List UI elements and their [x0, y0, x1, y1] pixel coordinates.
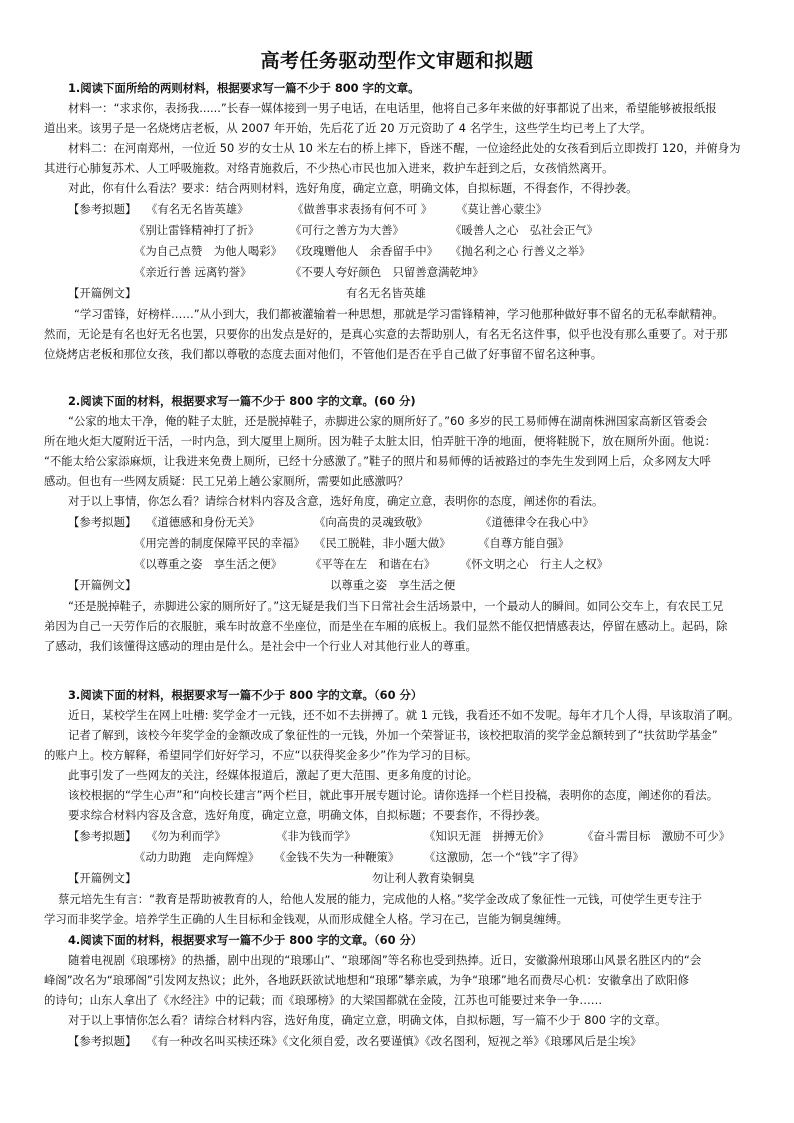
- q1-material1-line2: 道出来。该男子是一名烧烤店老板，从 2007 年开始，先后花了近 20 万元资助了 4 名学生，这些学生均已考上了大学。: [44, 121, 652, 135]
- q2-ref-title: 《平等在左 和谐在右》: [310, 557, 436, 571]
- q2-example-label: 【开篇例文】: [68, 578, 137, 592]
- q1-ref-label: 【参考拟题】: [68, 202, 137, 216]
- q4-material-line2: 峰阁”改名为“琅琊阁”引发网友热议；此外，各地跃跃欲试地想和“琅琊”攀亲戚，为争“琅琊”地名而费尽心机：安徽拿出了欧阳修: [44, 973, 690, 987]
- q1-example-label: 【开篇例文】: [68, 286, 137, 300]
- q1-ref-title: 《不要人夸好颜色 只留善意满乾坤》: [290, 265, 484, 279]
- q2-ref-title: 《民工脱鞋，非小题大做》: [314, 536, 451, 550]
- q2-heading: 2.阅读下面的材料，根据要求写一篇不少于 800 字的文章。(60 分): [68, 394, 416, 408]
- q1-ref-title: 《别让雷锋精神打了折》: [134, 223, 260, 237]
- q2-material-line4: 感动。但也有一些网友质疑：民工兄弟上趟公家厕所，需要如此感激吗？: [44, 474, 409, 488]
- q3-paragraph4-line2: 要求综合材料内容及含意，选好角度，确定立意，明确文体，自拟标题；不要套作，不得抄袭。: [68, 808, 547, 822]
- q1-material2-line2: 其进行心肺复苏术、人工呼吸施救。对络青施救后，不少热心市民也加入进来，救护车赶到之后，女孩悄然离开。: [44, 161, 614, 175]
- q3-ref-title: 《奋斗需目标 激励不可少》: [582, 829, 731, 843]
- q1-ref-title: 《抛名利之心 行善义之举》: [450, 244, 591, 258]
- q1-requirement: 对此，你有什么看法？要求：结合两则材料，选好角度，确定立意，明确文体，自拟标题，不得套作，不得抄袭。: [68, 181, 638, 195]
- q2-example-title: 以尊重之姿 享生活之便: [330, 578, 456, 592]
- q4-heading: 4.阅读下面的材料，根据要求写一篇不少于 800 字的文章。（60 分）: [68, 933, 423, 947]
- q1-ref-title: 《可行之善方为大善》: [290, 223, 404, 237]
- q1-ref-title: 《玫瑰赠他人 余香留手中》: [290, 244, 439, 258]
- q4-ref-label: 【参考拟题】: [68, 1034, 137, 1048]
- q1-material2-line1: 材料二：在河南郑州，一位近 50 岁的女士从 10 米左右的桥上摔下，昏迷不醒，一位途经此处的女孩看到后立即拨打 120，并俯身为: [68, 141, 741, 155]
- q2-ref-title: 《道德感和身份无关》: [146, 515, 260, 529]
- q1-example-line1: “学习雷锋，好榜样……”从小到大，我们都被灌输着一种思想，那就是学习雷锋精神，学习他那种做好事不留名的无私奉献精神。: [74, 307, 724, 321]
- q2-ref-title: 《向高贵的灵魂致敬》: [314, 515, 428, 529]
- q1-heading: 1.阅读下面所给的两则材料，根据要求写一篇不少于 800 字的文章。: [68, 81, 420, 95]
- q3-ref-title: 《金钱不失为一种鞭策》: [274, 850, 400, 864]
- q2-material-line3: “不能太给公家添麻烦，让我进来免费上厕所，已经十分感激了。”鞋子的照片和易师傅的话被路过的李先生发到网上后，众多网友大呼: [44, 454, 711, 468]
- q2-material-line1: “公家的地太干净，俺的鞋子太脏，还是脱掉鞋子，赤脚进公家的厕所好了。”60 多岁的民工易师傅在湖南株洲国家高新区管委会: [68, 414, 708, 428]
- q3-ref-title: 《勿为利而学》: [146, 829, 226, 843]
- q3-ref-title: 《动力助跑 走向辉煌》: [134, 850, 260, 864]
- q2-ref-title: 《自尊方能自强》: [478, 536, 570, 550]
- q1-ref-title: 《做善事求表扬有何不可 》: [292, 202, 433, 216]
- q3-paragraph2-line1: 记者了解到，该校今年奖学金的金额改成了象征性的一元钱，外加一个荣誉证书，该校把取消的奖学金总额转到了“扶贫助学基金”: [68, 728, 718, 742]
- q1-ref-title: 《莫让善心蒙尘》: [456, 202, 548, 216]
- q2-example-line1: “还是脱掉鞋子，赤脚进公家的厕所好了。”这无疑是我们当下日常社会生活场景中，一个最动人的瞬间。如同公交车上，有农民工兄: [68, 599, 724, 613]
- page-title: 高考任务驱动型作文审题和拟题: [260, 50, 534, 72]
- q3-ref-title: 《非为钱而学》: [276, 829, 356, 843]
- q1-ref-title: 《有名无名皆英雄》: [146, 202, 249, 216]
- q3-paragraph2-line2: 的账户上。校方解释，希望同学们好好学习，不应“以获得奖金多少”作为学习的目标。: [44, 748, 478, 762]
- q2-example-line3: 了感动，我们该懂得这感动的理由是什么。是社会中一个行业人对其他行业人的尊重。: [44, 639, 477, 653]
- q2-ref-label: 【参考拟题】: [68, 515, 137, 529]
- q4-requirement: 对于以上事情你怎么看？请综合材料内容，选好角度，确定立意，明确文体，自拟标题，写一篇不少于 800 字的文章。: [68, 1013, 667, 1027]
- q1-example-line2: 然而，无论是有名也好无名也罢，只要你的出发点是好的，是真心实意的去帮助别人，有名无名这件事，似乎也没有那么重要了。对于那: [44, 327, 728, 341]
- q1-ref-title: 《亲近行善 远离钓誉》: [134, 265, 252, 279]
- q2-ref-title: 《怀文明之心 行主人之权》: [460, 557, 609, 571]
- q3-example-label: 【开篇例文】: [68, 871, 137, 885]
- q2-example-line2: 弟因为自己一天劳作后的衣服脏，乘车时故意不坐座位，而是坐在车厢的底板上。我们显然不能仅把情感表达，停留在感动上。起码，除: [44, 619, 728, 633]
- q3-example-line1: 蔡元培先生有言：“教育是帮助被教育的人，给他人发展的能力，完成他的人格。”奖学金改成了象征性一元钱，可使学生更专注于: [58, 892, 702, 906]
- q1-ref-title: 《暖善人之心 弘社会正气》: [450, 223, 599, 237]
- q2-requirement: 对于以上事情，你怎么看？请综合材料内容及含意，选好角度，确定立意，表明你的态度，阐述你的看法。: [68, 494, 604, 508]
- q2-ref-title: 《道德律令在我心中》: [480, 515, 594, 529]
- q3-ref-title: 《知识无涯 拼搏无价》: [424, 829, 550, 843]
- q3-paragraph3: 此事引发了一些网友的关注，经媒体报道后，激起了更大范围、更多角度的讨论。: [68, 768, 479, 782]
- q2-material-line2: 所在地火炬大厦附近干活，一时内急，到大厦里上厕所。因为鞋子太脏太旧，怕弄脏干净的地面，便将鞋脱下，放在厕所外面。他说：: [44, 434, 717, 448]
- q1-example-line3: 位烧烤店老板和那位女孩，我们都以尊敬的态度去面对他们，不管他们是否在乎自己做了好事留不留名这种事。: [44, 347, 603, 361]
- q3-example-title: 勿让利人教育染铜臭: [372, 871, 475, 885]
- q1-example-title: 有名无名皆英雄: [346, 286, 426, 300]
- q1-material1-line1: 材料一：“求求你，表扬我......”长春一媒体接到一男子电话，在电话里，他将自己多年来做的好事都说了出来，希望能够被报纸报: [68, 101, 717, 115]
- q3-example-line2: 学习而非奖学金。培养学生正确的人生目标和金钱观，从而形成健全人格。学习在己，岂能为铜臭缠缚。: [44, 912, 568, 926]
- q3-paragraph1: 近日，某校学生在网上吐槽: 奖学金才一元钱，还不如不去拼搏了。就 1 元钱，我看还不如不发呢。每年才几个人得，早该取消了啊。: [68, 708, 740, 722]
- q1-ref-title: 《为自己点赞 为他人喝彩》: [134, 244, 283, 258]
- q3-heading: 3.阅读下面的材料，根据要求写一篇不少于 800 字的文章。（60 分）: [68, 688, 423, 702]
- q3-ref-label: 【参考拟题】: [68, 829, 137, 843]
- q3-paragraph4-line1: 该校根据的“学生心声”和“向校长建言”两个栏目，就此事开展专题讨论。请你选择一个栏目投稿，表明你的态度，阐述你的看法。: [68, 788, 719, 802]
- q2-ref-title: 《以尊重之姿 享生活之便》: [134, 557, 283, 571]
- q3-ref-title: 《这激励，怎一个“钱”字了得》: [424, 850, 584, 864]
- q4-ref-titles: 《有一种改名叫买椟还珠》《文化须自爱，改名要谨慎》《改名图利，短视之举》《琅琊风后是尘埃》: [146, 1034, 642, 1048]
- q2-ref-title: 《用完善的制度保障平民的幸福》: [134, 536, 305, 550]
- q4-material-line3: 的诗句；山东人拿出了《水经注》中的记载；而《琅琊榜》的大梁国都就在金陵，江苏也可能要过来争一争……: [44, 993, 603, 1007]
- q4-material-line1: 随着电视剧《琅琊榜》的热播，剧中出现的“琅琊山”、“琅琊阁”等名称也受到热捧。近日，安徽滁州琅琊山风景名胜区内的“会: [68, 953, 702, 967]
